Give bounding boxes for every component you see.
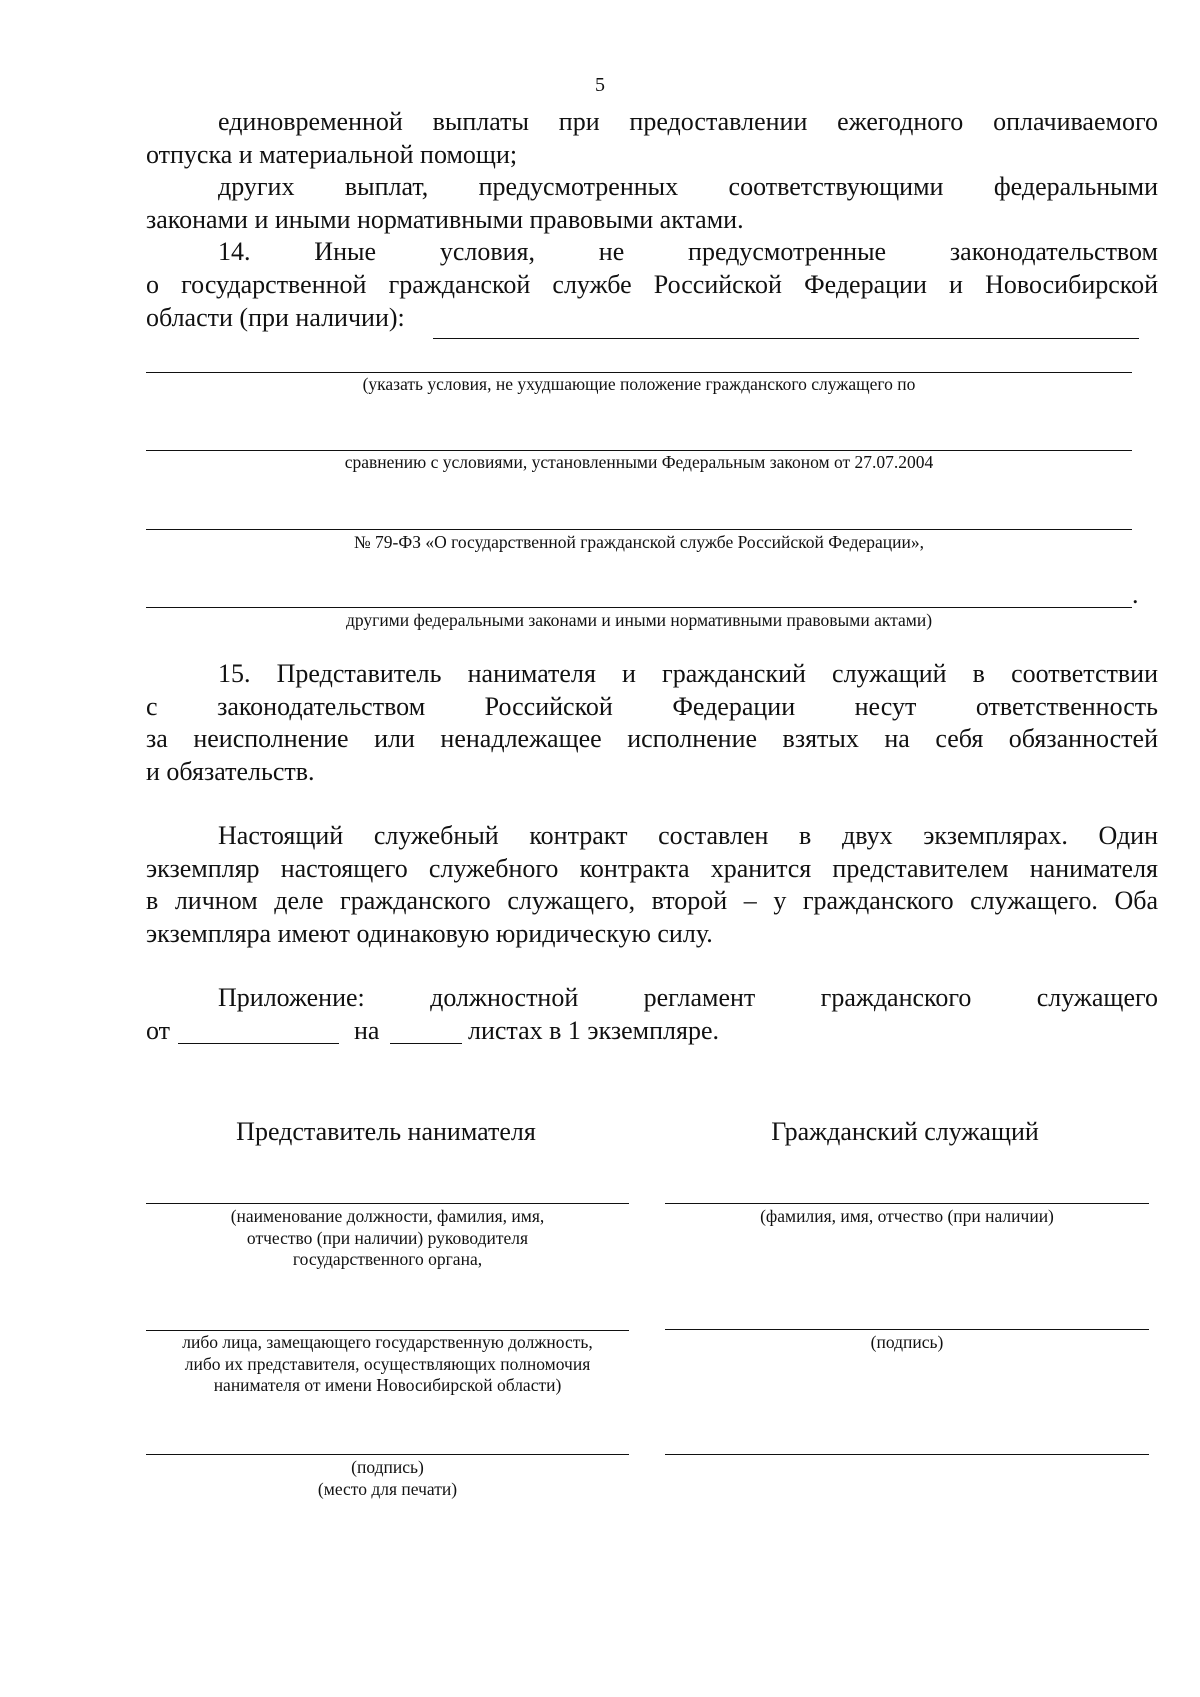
employee-caption-2: (подпись): [870, 1332, 944, 1352]
employee-caption-1: (фамилия, имя, отчество (при наличии): [760, 1206, 1054, 1226]
employer-heading: Представитель нанимателя: [236, 1117, 536, 1146]
p15-line-2: с законодательством Российской Федерации несут ответственность: [146, 691, 1158, 721]
appendix-word-from: от: [146, 1015, 171, 1045]
employer-caption-1-line-2: отчество (при наличии) руководителя: [246, 1227, 529, 1248]
employer-caption-3: [146, 1457, 629, 1500]
appendix-sheets-blank: [390, 1043, 462, 1044]
employer-line-2: [146, 1330, 629, 1331]
p14-line-2: о государственной гражданской службе Российской Федерации и Новосибирской: [146, 270, 1158, 299]
p15-line-4: и обязательств.: [146, 756, 315, 786]
employer-line-3: [146, 1454, 629, 1455]
copies-line-4: экземпляра имеют одинаковую юридическую силу.: [146, 918, 713, 948]
employer-caption-1-line-3: государственного органа,: [292, 1249, 483, 1269]
stamp-place-caption: (место для печати): [317, 1478, 458, 1499]
p15-line-3: за неисполнение или ненадлежащее исполнение взятых на себя обязанностей: [146, 724, 1158, 754]
conditions-caption-4: другими федеральными законами и иными нормативными правовыми актами): [345, 610, 933, 630]
appendix-word-on: на: [354, 1015, 380, 1045]
conditions-line-1: [146, 372, 1132, 373]
copies-line-2: экземпляр настоящего служебного контракта хранится представителем нанимателя: [146, 853, 1158, 883]
employer-line-1: [146, 1203, 629, 1204]
p13-line-3: других выплат, предусмотренных соответствующими федеральными: [218, 172, 1158, 202]
conditions-caption-3: № 79-ФЗ «О государственной гражданской службе Российской Федерации»,: [353, 532, 924, 552]
copies-line-1: Настоящий служебный контракт составлен в двух экземплярах. Один: [218, 821, 1158, 850]
employee-line-2: [665, 1329, 1149, 1330]
p14-fill-line: [433, 338, 1139, 339]
employer-caption-2-line-3: нанимателя от имени Новосибирской области): [213, 1375, 562, 1395]
conditions-caption-1: (указать условия, не ухудшающие положение гражданского служащего по: [362, 374, 916, 394]
p13-line-2: отпуска и материальной помощи;: [146, 139, 518, 169]
conditions-line-2: [146, 450, 1132, 451]
page-number: 5: [595, 74, 605, 96]
appendix-line-1: Приложение: должностной регламент гражданского служащего: [218, 983, 1158, 1012]
conditions-end-dot: .: [1132, 580, 1139, 609]
appendix-date-blank: [178, 1043, 339, 1044]
employer-signature-caption: (подпись): [351, 1457, 424, 1477]
conditions-line-4: [146, 607, 1132, 608]
p15-line-1: 15. Представитель нанимателя и гражданский служащий в соответствии: [218, 659, 1158, 688]
p13-line-4: законами и иными нормативными правовыми актами.: [146, 204, 744, 234]
employer-caption-1: [146, 1206, 629, 1271]
p14-line-1: 14. Иные условия, не предусмотренные законодательством: [218, 237, 1158, 267]
conditions-caption-2: сравнению с условиями, установленными Федеральным законом от 27.07.2004: [344, 452, 934, 472]
appendix-tail: листах в 1 экземпляре.: [468, 1015, 720, 1045]
employee-line-3: [665, 1454, 1149, 1455]
employer-caption-2-line-1: либо лица, замещающего государственную должность,: [182, 1332, 593, 1352]
employee-line-1: [665, 1203, 1149, 1204]
p14-line-3: области (при наличии):: [146, 302, 405, 332]
conditions-line-3: [146, 529, 1132, 530]
employee-heading: Гражданский служащий: [771, 1117, 1039, 1146]
copies-line-3: в личном деле гражданского служащего, второй – у гражданского служащего. Оба: [146, 886, 1158, 916]
p13-line-1: единовременной выплаты при предоставлении ежегодного оплачиваемого: [218, 107, 1158, 136]
employer-caption-2-line-2: либо их представителя, осуществляющих полномочия: [184, 1353, 591, 1374]
employer-caption-1-line-1: (наименование должности, фамилия, имя,: [230, 1206, 545, 1226]
employer-caption-2: [140, 1332, 635, 1397]
